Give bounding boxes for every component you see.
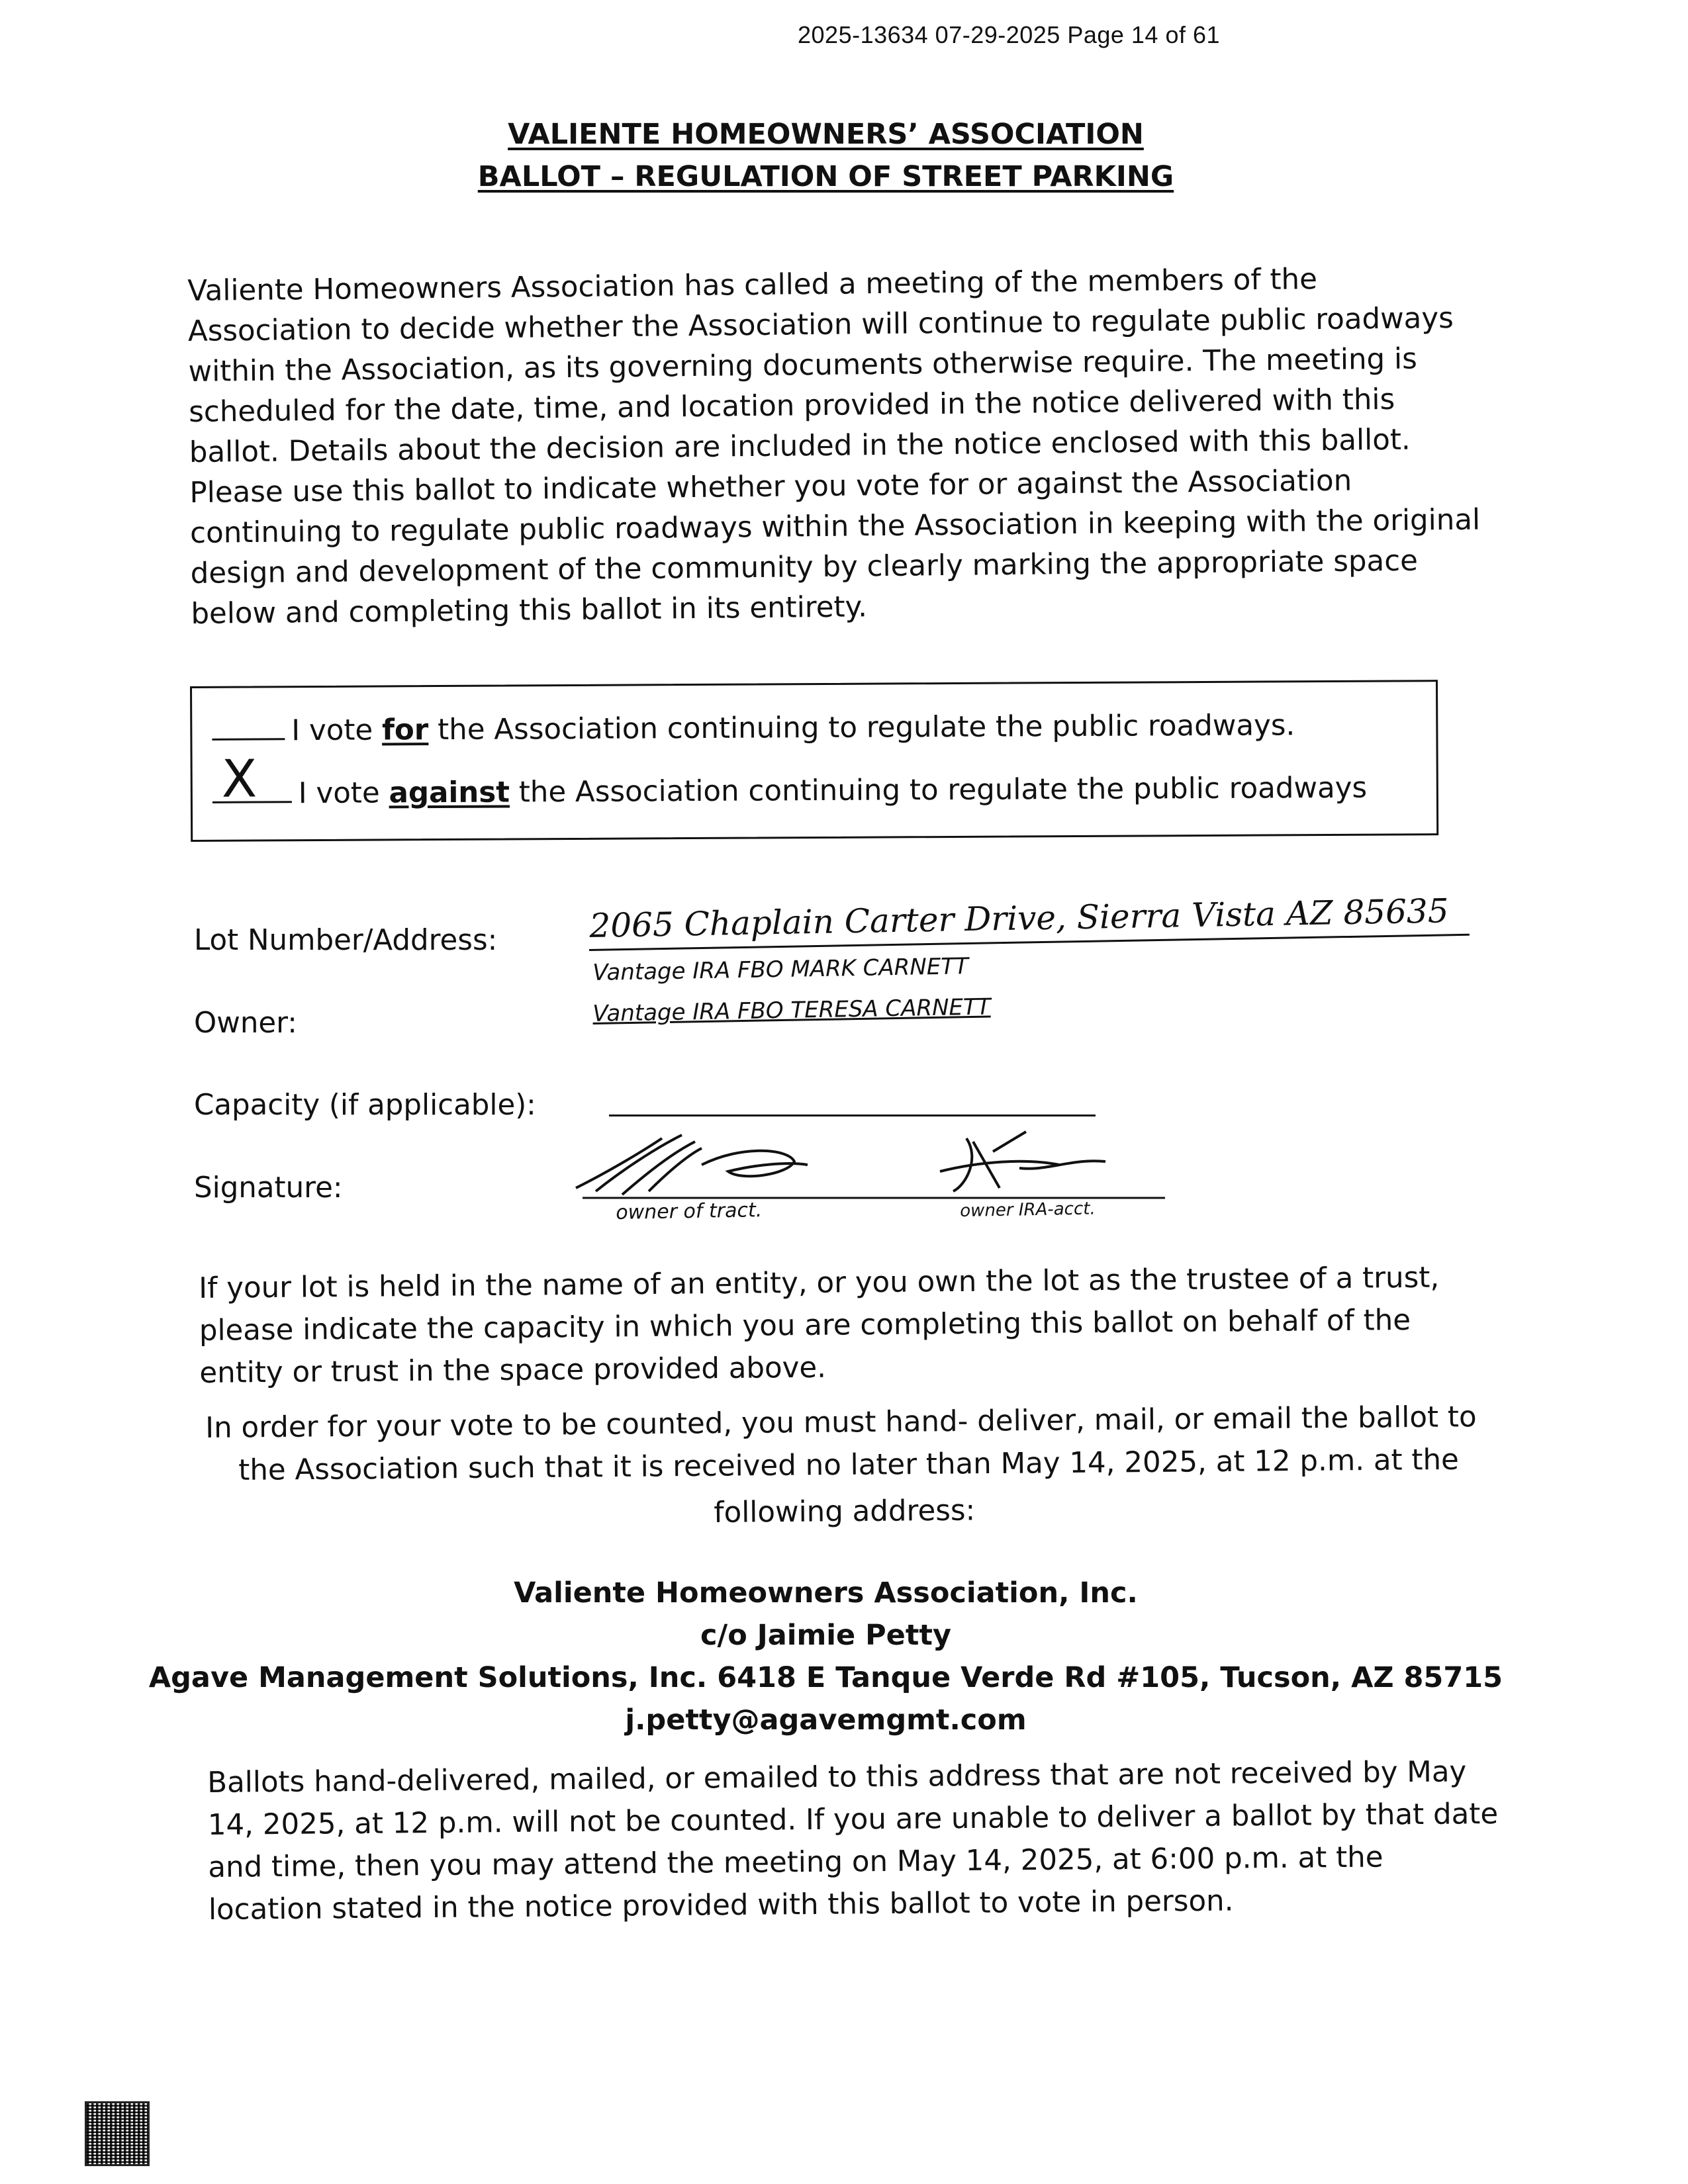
lot-address-label: Lot Number/Address:	[194, 924, 498, 957]
signature-scribble[interactable]	[569, 1125, 1205, 1211]
owner-label: Owner:	[194, 1007, 297, 1040]
vote-against-option[interactable]: X I vote against the Association continuing to regulate the public roadways	[212, 766, 1368, 811]
capacity-field[interactable]	[609, 1115, 1096, 1116]
qr-code	[85, 2101, 150, 2166]
signature-caption-1: owner of tract.	[616, 1199, 763, 1224]
entity-paragraph: If your lot is held in the name of an entity, or you own the lot as the trustee of a trust, please indicate the capacity in which you are completing this ballot on behalf of the entity or trust in the space provided above.	[199, 1261, 1440, 1390]
intro-paragraph: Valiente Homeowners Association has called a meeting of the members of the Association to decide whether the Association will continue to regulate public roadways within the Association, as its governing documents otherwise require. The meeting is scheduled for the date, time, and location provided in the notice delivered with this ballot. Details about the decision are included in the notice enclosed with this ballot. Please use this ballot to indicate whether you vote for or against the Association continuing to regulate public roadways within the Association in keeping with the original design and development of the community by clearly marking the appropriate space below and completing this ballot in its entirety.	[187, 263, 1481, 631]
lot-address-value[interactable]: 2065 Chaplain Carter Drive, Sierra Vista AZ 85635	[589, 891, 1449, 945]
vote-for-keyword: for	[381, 713, 429, 747]
deadline-line-2: the Association such that it is received no later than May 14, 2025, at 12 p.m. at the	[238, 1443, 1460, 1487]
document-stamp: 2025-13634 07-29-2025 Page 14 of 61	[798, 21, 1221, 48]
address-line-2: c/o Jaimie Petty	[700, 1619, 951, 1652]
deadline-line-1: In order for your vote to be counted, you must hand- deliver, mail, or email the ballot to	[205, 1400, 1477, 1445]
capacity-label: Capacity (if applicable):	[194, 1089, 536, 1122]
owner-value-2[interactable]: Vantage IRA FBO TERESA CARNETT	[592, 993, 991, 1027]
title-line-2: BALLOT – REGULATION OF STREET PARKING	[477, 160, 1174, 193]
vote-against-keyword: against	[389, 776, 510, 810]
title-line-1: VALIENTE HOMEOWNERS’ ASSOCIATION	[508, 118, 1144, 151]
signature-caption-2: owner IRA-acct.	[960, 1199, 1096, 1221]
closing-paragraph: Ballots hand-delivered, mailed, or emailed to this address that are not received by May 14, 2025, at 12 p.m. will not be counted. If you are unable to deliver a ballot by that date and time, then you may attend the meeting on May 14, 2025, at 6:00 p.m. at the location stated in the notice provided with this ballot to vote in person.	[207, 1755, 1499, 1927]
vote-for-blank[interactable]	[212, 709, 285, 741]
vote-against-mark: X	[221, 749, 258, 809]
address-line-1: Valiente Homeowners Association, Inc.	[514, 1576, 1138, 1610]
vote-for-option[interactable]: I vote for the Association continuing to regulate the public roadways.	[212, 704, 1295, 748]
signature-label: Signature:	[194, 1171, 343, 1205]
owner-value-1[interactable]: Vantage IRA FBO MARK CARNETT	[592, 953, 969, 986]
address-line-3: Agave Management Solutions, Inc. 6418 E Tanque Verde Rd #105, Tucson, AZ 85715	[148, 1661, 1503, 1694]
address-email[interactable]: j.petty@agavemgmt.com	[625, 1704, 1027, 1737]
vote-against-blank[interactable]	[212, 749, 292, 809]
vote-options-box	[190, 680, 1438, 842]
deadline-line-3: following address:	[714, 1494, 976, 1529]
